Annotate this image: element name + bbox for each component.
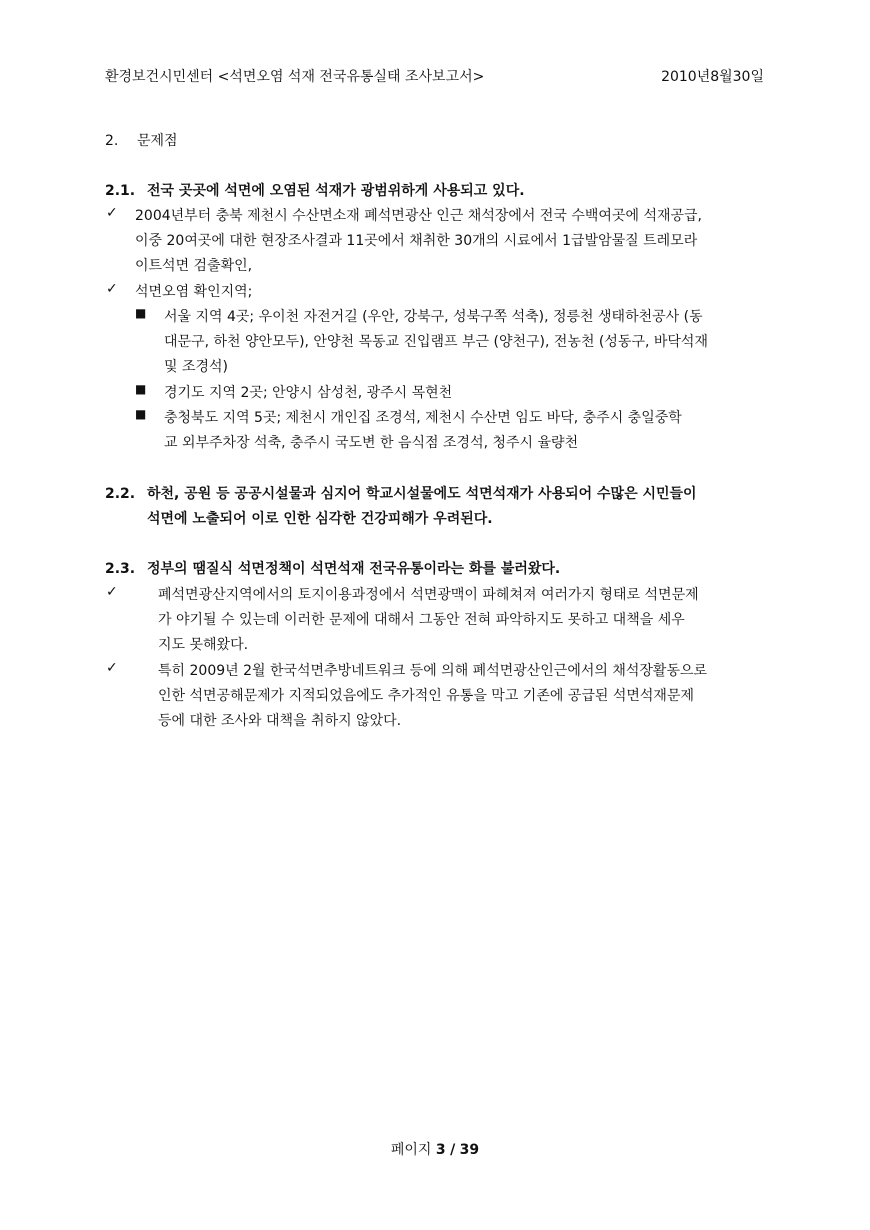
subsection-2-3-heading [105,558,560,578]
subsection-number: 2.3. [105,561,136,577]
header-title: 환경보건시민센터 <석면오염 석재 전국유통실태 조사보고서> [105,69,485,85]
bullet-line: 충청북도 지역 5곳; 제천시 개인집 조경석, 제천시 수산면 임도 바닥, 충주시 충일중학 [164,410,682,426]
check-mark-icon: ✓ [106,584,118,600]
subsection-title: 전국 곳곳에 석면에 오염된 석재가 광범위하게 사용되고 있다. [147,183,525,199]
section-number: 2. [105,133,119,149]
section-heading [105,130,178,150]
subsection-title-continued: 석면에 노출되어 이로 인한 심각한 건강피해가 우려된다. [147,511,493,527]
page-separator: / [450,1142,456,1158]
header-date: 2010년8월30일 [661,69,764,85]
paragraph-line: 인한 석면공해문제가 지적되었음에도 추가적인 유통을 막고 기존에 공급된 석면석재문제 [158,688,694,704]
square-bullet-icon: ■ [135,407,147,421]
subsection-title: 정부의 땜질식 석면정책이 석면석재 전국유통이라는 화를 불러왔다. [147,561,561,577]
paragraph-line: 특히 2009년 2월 한국석면추방네트워크 등에 의해 폐석면광산인근에서의 채석장활동으로 [158,663,708,679]
paragraph-line: 가 야기될 수 있는데 이러한 문제에 대해서 그동안 전혀 파악하지도 못하고 대책을 세우 [158,612,685,628]
paragraph-line: 석면오염 확인지역; [135,284,253,300]
subsection-2-1-heading [105,180,525,200]
paragraph-line: 이트석면 검출확인, [135,258,253,274]
paragraph-line: 지도 못해왔다. [158,637,249,653]
paragraph-line: 2004년부터 충북 제천시 수산면소재 폐석면광산 인근 채석장에서 전국 수백여곳에 석재공급, [135,208,702,224]
subsection-number: 2.1. [105,183,136,199]
subsection-number: 2.2. [105,486,136,502]
square-bullet-icon: ■ [135,382,147,396]
page-number [0,1139,870,1159]
total-pages: 39 [459,1142,480,1158]
check-mark-icon: ✓ [106,660,118,676]
paragraph-line: 이중 20여곳에 대한 현장조사결과 11곳에서 채취한 30개의 시료에서 1급발암물질 트레모라 [135,233,698,249]
bullet-line: 서울 지역 4곳; 우이천 자전거길 (우안, 강북구, 성북구쪽 석축), 정릉천 생태하천공사 (동 [164,309,703,325]
current-page: 3 [435,1142,446,1158]
subsection-title: 하천, 공원 등 공공시설물과 심지어 학교시설물에도 석면석재가 사용되어 수많은 시민들이 [147,486,697,502]
section-title: 문제점 [137,133,178,149]
check-mark-icon: ✓ [106,281,118,297]
paragraph-line: 폐석면광산지역에서의 토지이용과정에서 석면광맥이 파헤쳐져 여러가지 형태로 석면문제 [158,587,699,603]
bullet-line: 경기도 지역 2곳; 안양시 삼성천, 광주시 목현천 [164,385,453,401]
subsection-2-2-heading [105,483,697,503]
paragraph-line: 등에 대한 조사와 대책을 취하지 않았다. [158,713,402,729]
square-bullet-icon: ■ [135,306,147,320]
page-label: 페이지 [390,1142,432,1158]
check-mark-icon: ✓ [106,205,118,221]
bullet-line: 대문구, 하천 양안모두), 안양천 목동교 진입램프 부근 (양천구), 전농천 (성동구, 바닥석재 [164,334,708,350]
bullet-line: 및 조경석) [164,359,229,375]
bullet-line: 교 외부주차장 석축, 충주시 국도변 한 음식점 조경석, 청주시 율량천 [164,435,579,451]
